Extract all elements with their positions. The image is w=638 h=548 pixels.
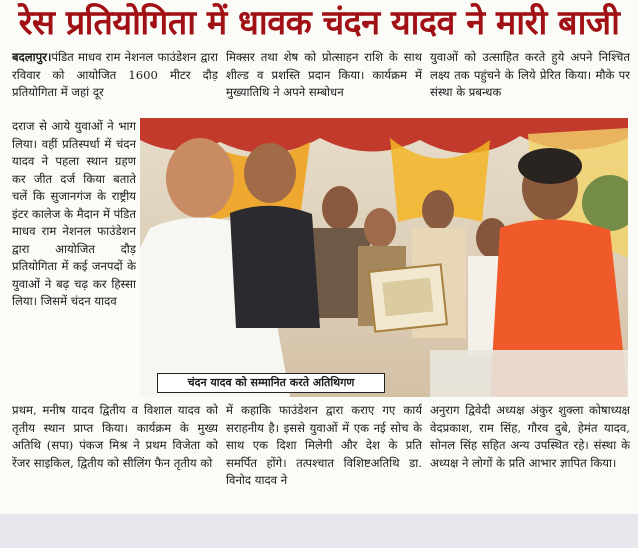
article-text-a: पंडित माधव राम नेशनल फाउंडेशन द्वारा रविवार को आयोजित 1600 मीटर दौड़ प्रतियोगिता में जहां दूर xyxy=(12,50,218,99)
article-text-b: मिक्सर तथा शेष को प्रोत्साहन राशि के साथ शील्ड व प्रशस्ति प्रदान किया। कार्यक्रम में मुख्यातिथि ने अपने सम्बोधन xyxy=(226,50,422,99)
guest-dark-vest xyxy=(230,206,320,328)
headline: रेस प्रतियोगिता में धावक चंदन यादव ने मारी बाजी xyxy=(18,3,620,43)
article-text-c: युवाओं को उत्साहित करते हुये अपने निश्चित लक्ष्य तक पहुंचने के लिये प्रेरित किया। मौके पर संस्था के प्रबन्धक xyxy=(430,50,630,99)
article-text-bottom-b: में कहाकि फाउंडेशन द्वारा कराए गए कार्य सराहनीय है। इससे युवाओं में एक नई सोच के साथ एक दिशा मिलेगी और देश के प्रति समर्पित होंगे। तत्पश्चात विशिष्टअतिथि डा. विनोद यादव ने xyxy=(226,403,422,487)
article-column-2-top xyxy=(226,49,422,119)
article-column-2-bottom xyxy=(226,402,422,512)
article-text-bottom-a: प्रथम, मनीष यादव द्वितीय व विशाल यादव को तृतीय स्थान प्राप्त किया। कार्यक्रम के मुख्य अतिथि (सपा) पंकज मिश्र ने प्रथम विजेता को रेंजर साइकिल, द्वितीय को सीलिंग फैन तृतीय को xyxy=(12,403,218,470)
photo-caption: चंदन यादव को सम्मानित करते अतिथिगण xyxy=(157,373,385,393)
photo-illustration xyxy=(140,118,628,397)
article-column-1-bottom xyxy=(12,402,218,512)
article-column-3-top xyxy=(430,49,630,119)
article-column-left-narrow xyxy=(12,118,136,398)
article-column-1-top xyxy=(12,49,218,119)
award-ceremony-photo xyxy=(140,118,628,397)
dateline: बदलापुर। xyxy=(12,50,52,64)
spectator-head xyxy=(322,186,358,230)
footer-band xyxy=(0,514,638,548)
article-text-left: दराज से आये युवाओं ने भाग लिया। वहीं प्रतिस्पर्धा में चंदन यादव ने पहला स्थान ग्रहण कर जीत दर्ज किया बताते चलें कि सुजानगंज के राष्ट्रीय इंटर कालेज के मैदान में पंडित माधव राम नेशनल फाउंडेशन द्वारा आयोजित दौड़ प्रतियोगिता में कई जनपदों के युवाओं ने बढ़ चढ़ कर हिस्सा लिया। जिसमें चंदन यादव xyxy=(12,119,136,308)
article-column-3-bottom xyxy=(430,402,630,512)
guest-head-left xyxy=(166,138,234,218)
article-text-bottom-c: अनुराग द्विवेदी अध्यक्ष अंकुर शुक्ला कोषाध्यक्ष वेदप्रकाश, राम सिंह, गौरव दुबे, हेमंत यादव, सोनल सिंह सहित अन्य उपस्थित रहे। संस्था के अध्यक्ष ने लोगों के प्रति आभार ज्ञापित किया। xyxy=(430,403,630,470)
